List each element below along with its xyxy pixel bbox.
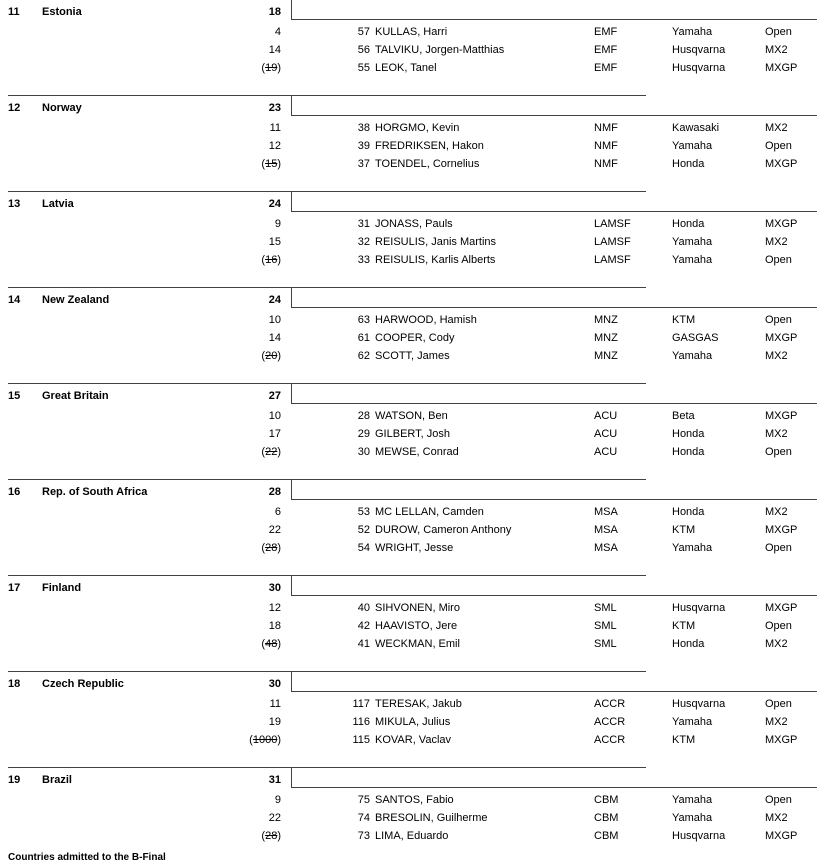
rider-class: Open [765,446,792,458]
rider-name: BRESOLIN, Guilherme [375,812,488,824]
dropped-points: 28 [265,830,278,842]
rider-class: MXGP [765,218,798,230]
team-position: 13 [8,198,21,210]
rider-class: MX2 [765,350,788,362]
rider-points: 14 [268,332,281,344]
rider-points: (1000) [249,734,281,746]
dropped-points: 16 [265,254,278,266]
rider-brand: KTM [672,524,696,536]
rider-brand: Yamaha [672,140,713,152]
team-block [0,188,830,284]
rider-row [0,809,830,827]
rider-brand: Honda [672,506,705,518]
footnote: Countries admitted to the B-Final [8,852,166,863]
rider-points: 6 [274,506,281,518]
rider-brand: Husqvarna [672,830,726,842]
rider-number: 62 [357,350,370,362]
team-country: Latvia [42,198,74,210]
team-country: Rep. of South Africa [42,486,148,498]
rider-brand: Yamaha [672,236,713,248]
rider-federation: ACCR [594,734,626,746]
rider-name: KULLAS, Harri [375,26,448,38]
rider-brand: Yamaha [672,254,713,266]
rider-row [0,635,830,653]
team-total: 27 [268,390,281,402]
rider-points: (48) [261,638,281,650]
rider-points: 10 [268,314,281,326]
rider-row [0,539,830,557]
rider-brand: Yamaha [672,542,713,554]
rider-class: MXGP [765,830,798,842]
rider-row [0,617,830,635]
rider-number: 53 [357,506,370,518]
rider-number: 32 [357,236,370,248]
rider-brand: KTM [672,314,696,326]
rider-name: LIMA, Eduardo [375,830,449,842]
rider-federation: SML [594,638,617,650]
rider-class: MXGP [765,734,798,746]
rider-class: Open [765,542,792,554]
divider-line [291,115,817,116]
rider-class: Open [765,140,792,152]
rider-name: MEWSE, Conrad [375,446,459,458]
rider-brand: KTM [672,620,696,632]
dropped-points: 19 [265,62,278,74]
divider-line [291,595,817,596]
rider-points: 11 [269,122,281,134]
rider-federation: EMF [594,62,618,74]
rider-name: HAAVISTO, Jere [375,620,458,632]
dropped-points: 22 [265,446,278,458]
rider-federation: LAMSF [594,218,631,230]
rider-class: MX2 [765,716,788,728]
rider-row [0,233,830,251]
team-total: 18 [268,6,281,18]
rider-points: 10 [268,410,281,422]
rider-brand: Honda [672,446,705,458]
rider-number: 57 [357,26,370,38]
rider-row [0,59,830,77]
rider-points: 9 [274,794,281,806]
rider-class: Open [765,26,792,38]
rider-brand: Husqvarna [672,602,726,614]
rider-name: SANTOS, Fabio [375,794,454,806]
rider-number: 40 [357,602,370,614]
rider-row [0,347,830,365]
team-block [0,668,830,764]
rider-class: Open [765,620,792,632]
divider-line [291,307,817,308]
rider-name: WATSON, Ben [375,410,448,422]
rider-brand: GASGAS [672,332,719,344]
rider-class: Open [765,698,792,710]
divider-line [291,499,817,500]
rider-federation: ACCR [594,698,626,710]
rider-class: Open [765,314,792,326]
team-country: Estonia [42,6,82,18]
team-country: Great Britain [42,390,109,402]
rider-class: Open [765,254,792,266]
rider-name: COOPER, Cody [375,332,455,344]
rider-brand: Husqvarna [672,698,726,710]
rider-points: 9 [274,218,281,230]
rider-points: 12 [268,602,281,614]
rider-row [0,791,830,809]
team-block [0,0,830,92]
team-block [0,284,830,380]
rider-number: 117 [352,698,370,710]
rider-row [0,215,830,233]
rider-brand: Honda [672,638,705,650]
rider-name: WECKMAN, Emil [375,638,460,650]
rider-class: MX2 [765,236,788,248]
rider-points: 17 [268,428,281,440]
rider-row [0,23,830,41]
divider-line [8,287,646,288]
rider-name: GILBERT, Josh [375,428,450,440]
team-position: 11 [8,6,20,18]
divider-line [291,19,817,20]
divider-line [8,95,646,96]
rider-class: MXGP [765,332,798,344]
dropped-points: 20 [265,350,278,362]
rider-number: 31 [357,218,370,230]
rider-number: 52 [357,524,370,536]
rider-points: (15) [261,158,281,170]
rider-number: 56 [357,44,370,56]
rider-number: 39 [357,140,370,152]
rider-brand: Honda [672,428,705,440]
rider-class: MX2 [765,428,788,440]
divider-line [291,787,817,788]
divider-tick [291,383,292,403]
rider-points: (28) [261,542,281,554]
divider-tick [291,95,292,115]
rider-federation: ACU [594,428,618,440]
rider-federation: EMF [594,44,618,56]
rider-name: TALVIKU, Jorgen-Matthias [375,44,505,56]
rider-name: SCOTT, James [375,350,450,362]
divider-tick [291,671,292,691]
divider-line [291,211,817,212]
divider-line [291,403,817,404]
rider-name: JONASS, Pauls [375,218,453,230]
dropped-points: 15 [265,158,278,170]
team-country: Finland [42,582,82,594]
rider-points: 19 [268,716,281,728]
rider-federation: ACU [594,410,618,422]
dropped-points: 28 [265,542,278,554]
rider-row [0,407,830,425]
divider-line [8,479,646,480]
rider-class: MXGP [765,524,798,536]
team-total: 23 [268,102,281,114]
rider-number: 116 [352,716,370,728]
rider-federation: SML [594,620,617,632]
rider-number: 115 [352,734,370,746]
rider-federation: NMF [594,158,618,170]
rider-row [0,425,830,443]
rider-name: MC LELLAN, Camden [375,506,484,518]
rider-federation: LAMSF [594,254,631,266]
rider-row [0,731,830,749]
rider-number: 63 [357,314,370,326]
rider-brand: Yamaha [672,794,713,806]
rider-number: 37 [357,158,370,170]
team-total: 24 [268,294,281,306]
rider-number: 73 [357,830,370,842]
rider-federation: MNZ [594,350,618,362]
rider-federation: CBM [594,830,619,842]
rider-points: 22 [268,524,281,536]
team-block [0,380,830,476]
rider-row [0,251,830,269]
rider-brand: Husqvarna [672,44,726,56]
divider-tick [291,287,292,307]
rider-federation: EMF [594,26,618,38]
rider-federation: CBM [594,794,619,806]
rider-brand: Yamaha [672,26,713,38]
rider-number: 75 [357,794,370,806]
rider-number: 38 [357,122,370,134]
rider-points: (22) [261,446,281,458]
rider-number: 61 [357,332,370,344]
rider-federation: MSA [594,506,618,518]
rider-points: (19) [261,62,281,74]
team-position: 19 [8,774,21,786]
divider-line [291,691,817,692]
team-position: 17 [8,582,21,594]
team-total: 30 [268,582,281,594]
rider-brand: Honda [672,218,705,230]
team-total: 30 [268,678,281,690]
rider-row [0,695,830,713]
rider-federation: ACCR [594,716,626,728]
rider-points: 18 [268,620,281,632]
rider-federation: SML [594,602,617,614]
rider-points: (28) [261,830,281,842]
rider-name: HARWOOD, Hamish [375,314,477,326]
rider-points: 14 [268,44,281,56]
rider-name: MIKULA, Julius [375,716,451,728]
rider-number: 74 [357,812,370,824]
rider-points: 12 [268,140,281,152]
rider-federation: CBM [594,812,619,824]
rider-federation: MSA [594,524,618,536]
rider-row [0,329,830,347]
rider-number: 29 [357,428,370,440]
rider-row [0,137,830,155]
rider-row [0,311,830,329]
rider-row [0,713,830,731]
rider-brand: Beta [672,410,695,422]
team-total: 31 [268,774,281,786]
rider-federation: ACU [594,446,618,458]
rider-number: 41 [357,638,370,650]
divider-line [8,575,646,576]
team-country: Brazil [42,774,72,786]
rider-number: 30 [357,446,370,458]
divider-line [8,767,646,768]
rider-federation: LAMSF [594,236,631,248]
rider-class: MX2 [765,812,788,824]
rider-class: MXGP [765,410,798,422]
divider-line [8,671,646,672]
team-position: 18 [8,678,21,690]
rider-brand: KTM [672,734,696,746]
rider-number: 28 [357,410,370,422]
rider-class: MX2 [765,122,788,134]
rider-name: HORGMO, Kevin [375,122,460,134]
team-block [0,764,830,860]
divider-line [8,383,646,384]
team-country: Czech Republic [42,678,124,690]
team-total: 24 [268,198,281,210]
rider-brand: Husqvarna [672,62,726,74]
rider-name: REISULIS, Janis Martins [375,236,497,248]
rider-federation: NMF [594,122,618,134]
team-block [0,572,830,668]
rider-points: 4 [274,26,281,38]
team-position: 14 [8,294,21,306]
divider-tick [291,0,292,19]
rider-brand: Kawasaki [672,122,720,134]
divider-tick [291,479,292,499]
team-country: New Zealand [42,294,110,306]
rider-brand: Yamaha [672,812,713,824]
rider-federation: MNZ [594,332,618,344]
rider-brand: Honda [672,158,705,170]
rider-name: TERESAK, Jakub [375,698,462,710]
divider-tick [291,767,292,787]
dropped-points: 48 [265,638,278,650]
team-country: Norway [42,102,82,114]
rider-name: LEOK, Tanel [375,62,437,74]
rider-class: MXGP [765,602,798,614]
rider-class: MXGP [765,62,798,74]
rider-name: SIHVONEN, Miro [375,602,460,614]
rider-points: 11 [269,698,281,710]
rider-row [0,155,830,173]
rider-row [0,599,830,617]
rider-federation: NMF [594,140,618,152]
divider-tick [291,575,292,595]
rider-brand: Yamaha [672,716,713,728]
rider-brand: Yamaha [672,350,713,362]
rider-number: 42 [357,620,370,632]
rider-row [0,521,830,539]
rider-row [0,503,830,521]
rider-class: MX2 [765,44,788,56]
rider-row [0,443,830,461]
rider-number: 55 [357,62,370,74]
rider-class: Open [765,794,792,806]
team-block [0,476,830,572]
rider-points: 15 [268,236,281,248]
team-total: 28 [268,486,281,498]
dropped-points: 1000 [252,734,278,746]
team-position: 15 [8,390,21,402]
team-position: 12 [8,102,21,114]
rider-class: MX2 [765,638,788,650]
rider-points: 22 [268,812,281,824]
rider-federation: MSA [594,542,618,554]
rider-class: MXGP [765,158,798,170]
rider-row [0,119,830,137]
divider-line [8,191,646,192]
rider-number: 33 [357,254,370,266]
rider-number: 54 [357,542,370,554]
team-position: 16 [8,486,21,498]
rider-federation: MNZ [594,314,618,326]
rider-row [0,41,830,59]
rider-points: (20) [261,350,281,362]
team-block [0,92,830,188]
rider-name: DUROW, Cameron Anthony [375,524,512,536]
rider-name: TOENDEL, Cornelius [375,158,480,170]
rider-name: KOVAR, Vaclav [375,734,452,746]
rider-name: REISULIS, Karlis Alberts [375,254,496,266]
rider-name: WRIGHT, Jesse [375,542,454,554]
divider-tick [291,191,292,211]
rider-row [0,827,830,845]
rider-name: FREDRIKSEN, Hakon [375,140,484,152]
rider-class: MX2 [765,506,788,518]
rider-points: (16) [261,254,281,266]
